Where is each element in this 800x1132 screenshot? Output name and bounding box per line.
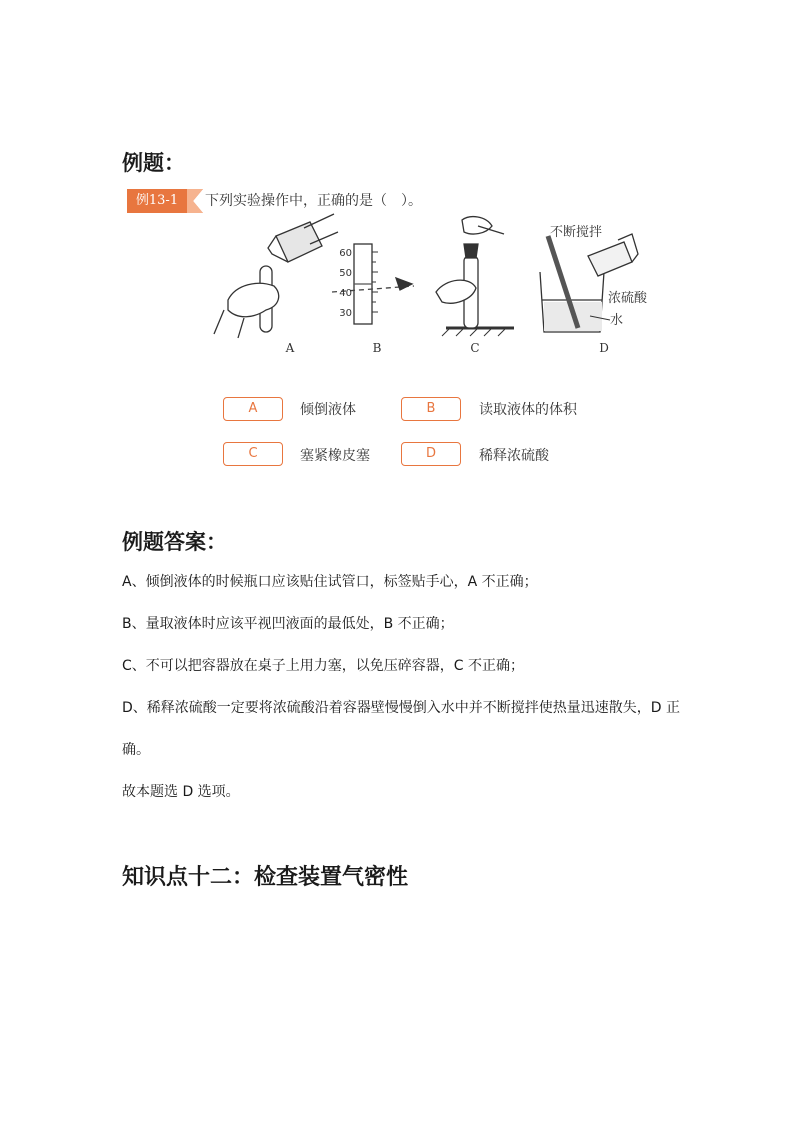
label-water: 水 <box>610 313 624 328</box>
option-d-text: 稀释浓硫酸 <box>479 448 549 464</box>
option-c-button[interactable]: C <box>223 442 283 466</box>
example-heading: 例题： <box>122 151 185 175</box>
question-text: 下列实验操作中，正确的是（ ）。 <box>205 193 422 209</box>
label-continuous-stirring: 不断搅拌 <box>550 225 603 240</box>
panel-label-a: A <box>285 341 295 355</box>
cylinder-tick-40: 40 <box>339 288 352 299</box>
figure-c-stopper <box>436 217 514 336</box>
option-b-text: 读取液体的体积 <box>479 402 577 418</box>
section-heading: 知识点十二：检查装置气密性 <box>122 865 409 890</box>
panel-label-c: C <box>470 341 480 355</box>
lab-operations-figure <box>214 214 648 364</box>
cylinder-tick-30: 30 <box>339 308 352 319</box>
answer-line-d: D、稀释浓硫酸一定要将浓硫酸沿着容器壁慢慢倒入水中并不断搅拌使热量迅速散失，D 正 <box>122 700 681 716</box>
answer-line-b: B、量取液体时应该平视凹液面的最低处，B 不正确； <box>122 616 454 632</box>
panel-label-b: B <box>372 341 382 355</box>
option-d-button[interactable]: D <box>401 442 461 466</box>
option-c-text: 塞紧橡皮塞 <box>300 448 370 464</box>
figure-a-pouring <box>214 214 338 338</box>
example-tag-label: 例13-1 <box>135 193 179 208</box>
figure-d-dilution <box>540 234 638 332</box>
answer-line-d-cont: 确。 <box>122 742 150 758</box>
option-a-button[interactable]: A <box>223 397 283 421</box>
cylinder-tick-50: 50 <box>339 268 352 279</box>
answer-line-c: C、不可以把容器放在桌子上用力塞，以免压碎容器，C 不正确； <box>122 658 524 674</box>
option-b-button[interactable]: B <box>401 397 461 421</box>
cylinder-tick-60: 60 <box>339 248 352 259</box>
answer-conclusion: 故本题选 D 选项。 <box>122 784 240 800</box>
example-tag <box>127 189 203 213</box>
option-a-text: 倾倒液体 <box>300 402 356 418</box>
label-conc-sulfuric-acid: 浓硫酸 <box>608 291 648 306</box>
panel-label-d: D <box>599 341 609 355</box>
answer-line-a: A、倾倒液体的时候瓶口应该贴住试管口，标签贴手心，A 不正确； <box>122 574 538 590</box>
answer-heading: 例题答案： <box>122 530 227 554</box>
